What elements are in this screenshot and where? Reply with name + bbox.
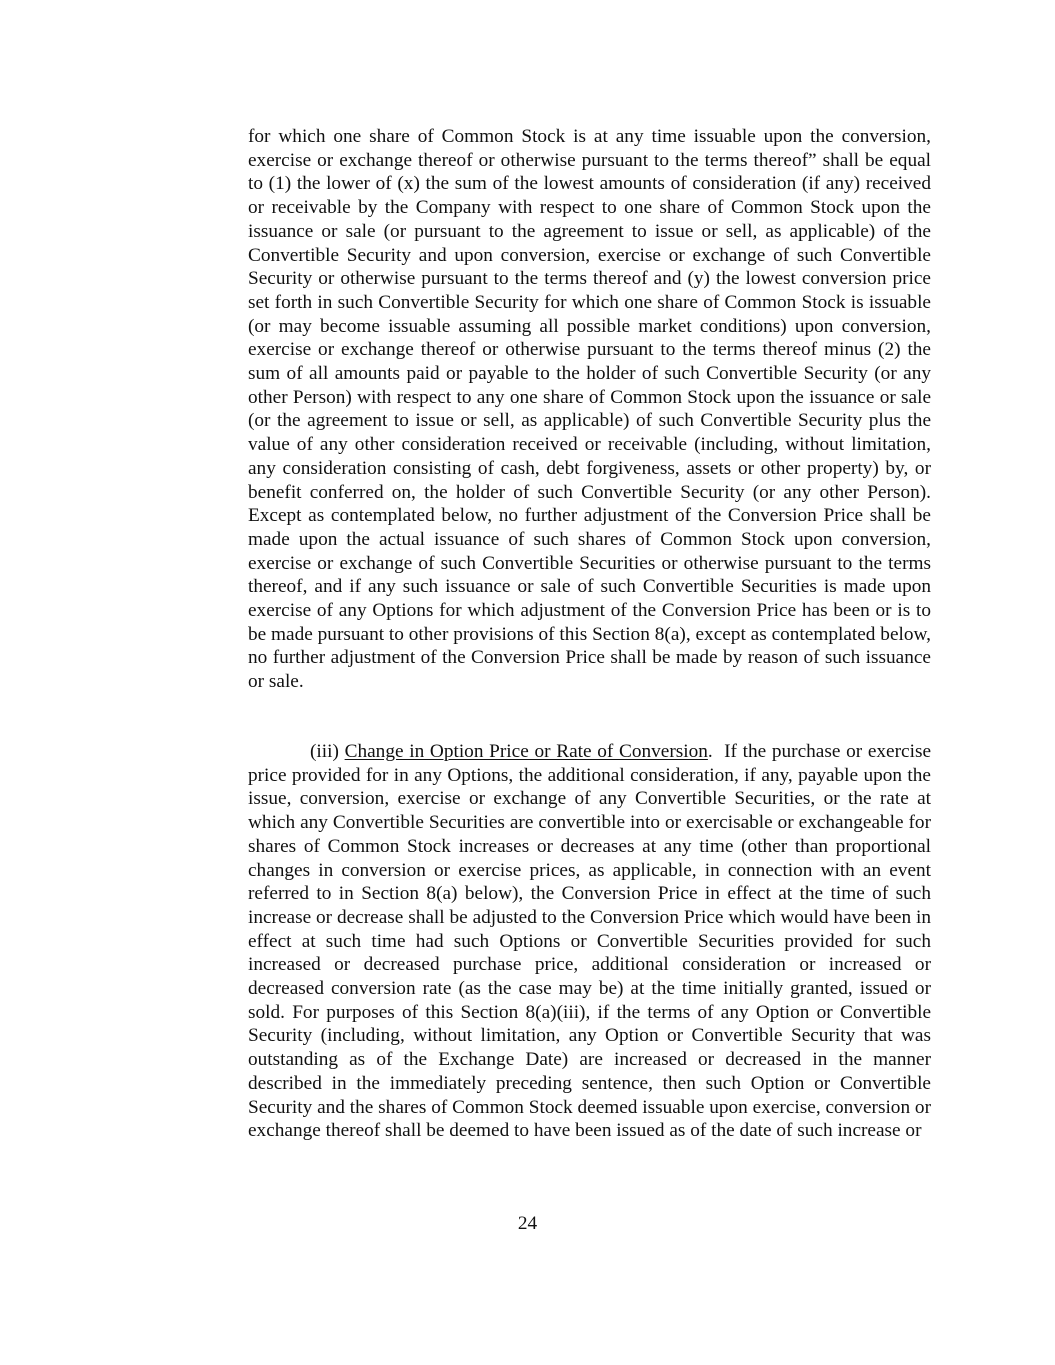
section-paragraph-iii <box>248 740 931 1143</box>
body-paragraph: for which one share of Common Stock is at any time issuable upon the conversion, exercise or exchange thereof or otherwise pursuant to the terms thereof” shall be equal to (1) the lower of (x) the sum of the lowest amounts of consideration (if any) received or receivable by the Company with respect to one share of Common Stock upon the issuance or sale (or pursuant to the agreement to issue or sell, as applicable) of the Convertible Security and upon conversion, exercise or exchange of such Convertible Security or otherwise pursuant to the terms thereof and (y) the lowest conversion price set forth in such Convertible Security for which one share of Common Stock is issuable (or may become issuable assuming all possible market conditions) upon conversion, exercise or exchange thereof or otherwise pursuant to the terms thereof minus (2) the sum of all amounts paid or payable to the holder of such Convertible Security (or any other Person) with respect to any one share of Common Stock upon the issuance or sale (or the agreement to issue or sell, as applicable) of such Convertible Security plus the value of any other consideration received or receivable (including, without limitation, any consideration consisting of cash, debt forgiveness, assets or other property) by, or benefit conferred on, the holder of such Convertible Security (or any other Person). Except as contemplated below, no further adjustment of the Conversion Price shall be made upon the actual issuance of such shares of Common Stock upon conversion, exercise or exchange of such Convertible Securities or otherwise pursuant to the terms thereof, and if any such issuance or sale of such Convertible Securities is made upon exercise of any Options for which adjustment of the Conversion Price has been or is to be made pursuant to other provisions of this Section 8(a), except as contemplated below, no further adjustment of the Conversion Price shall be made by reason of such issuance or sale. <box>248 126 931 693</box>
section-heading-punctuation: . <box>707 741 713 762</box>
page-number: 24 <box>517 1213 538 1234</box>
section-number: (iii) <box>310 741 339 762</box>
section-body-text: If the purchase or exercise price provided for in any Options, the additional consideration, if any, payable upon the issue, conversion, exercise or exchange of any Convertible Securities, or the rate at which any Convertible Securities are convertible into or exercisable or exchangeable for shares of Common Stock increases or decreases at any time (other than proportional changes in conversion or exercise prices, as applicable, in connection with an event referred to in Section 8(a) below), the Conversion Price in effect at the time of such increase or decrease shall be adjusted to the Conversion Price which would have been in effect at such time had such Options or Convertible Securities provided for such increased or decreased purchase price, additional consideration or increased or decreased conversion rate (as the case may be) at the time initially granted, issued or sold. For purposes of this Section 8(a)(iii), if the terms of any Option or Convertible Security (including, without limitation, any Option or Convertible Security that was outstanding as of the Exchange Date) are increased or decreased in the manner described in the immediately preceding sentence, then such Option or Convertible Security and the shares of Common Stock deemed issuable upon exercise, conversion or exchange thereof shall be deemed to have been issued as of the date of such increase or <box>248 741 932 1142</box>
section-heading: Change in Option Price or Rate of Conversion <box>344 741 708 762</box>
